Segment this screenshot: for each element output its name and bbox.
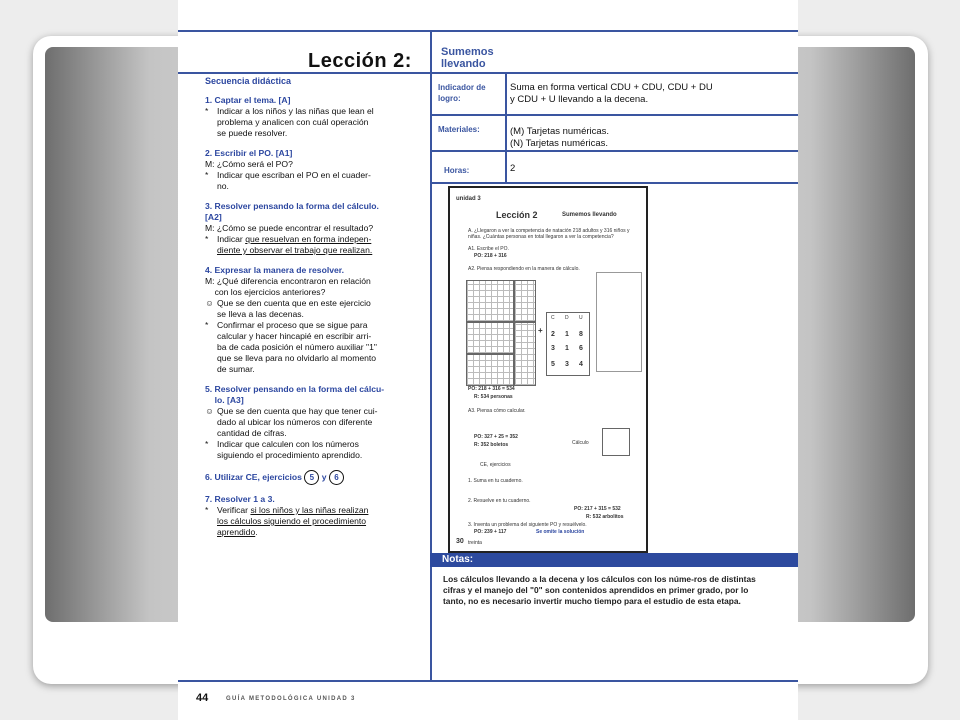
horas-value: 2 (510, 163, 516, 174)
bottom-rule (178, 680, 798, 682)
materiales-text: (M) Tarjetas numéricas. (N) Tarjetas numéricas. (510, 126, 610, 149)
book-plus: + (538, 326, 543, 335)
book-r1: R: 534 personas (474, 394, 513, 400)
book-block-grid-1 (466, 280, 514, 322)
book-place-value-table: C D U 2 1 8 3 1 6 5 3 4 (546, 312, 590, 376)
book-title: Sumemos llevando (562, 212, 617, 218)
smiley-icon: ☺ (205, 406, 214, 416)
smiley-icon: ☺ (205, 298, 214, 308)
step-2-text: * Indicar que escriban el PO en el cuader- no. (205, 170, 371, 191)
step-6-title: 6. Utilizar CE, ejercicios 5 y 6 (205, 470, 430, 485)
horas-label: Horas: (444, 166, 470, 175)
textbook-page-thumbnail (448, 186, 648, 553)
book-calculo-box (602, 428, 630, 456)
step-4-question: M: ¿Qué diferencia encontraron en relación con los ejercicios anteriores? (205, 276, 371, 297)
lesson-title: Lección 2: (308, 50, 412, 72)
book-se-omite: Se omite la solución (536, 529, 585, 535)
notas-text: Los cálculos llevando a la decena y los cálculos con los núme-ros de distintas cifras y el manejo del "0" son contenidos aprendidos en primer grado, por lo tanto, no es necesario invertir mucho tiempo para el estudio de esta etapa. (443, 574, 756, 606)
book-po1: PO: 218 + 316 (474, 253, 507, 259)
book-po3: PO: 327 + 25 = 352 (474, 434, 518, 440)
step-4-text: * Confirmar el proceso que se sigue para calcular y hacer hincapié en escribir arri- ba de cada posición el número auxiliar "1" que se lleva para no olvidarlo al momento de sumar. (205, 320, 377, 374)
book-page-number: 30 (456, 538, 464, 545)
step-3-question: M: ¿Cómo se puede encontrar el resultado? (205, 223, 374, 233)
book-ex2: 2. Resuelve en tu cuaderno. (468, 498, 531, 504)
book-ce-exercises: CE, ejercicios (480, 462, 511, 468)
book-ex3: 3. Inventa un problema del siguiente PO y resuélvelo. (468, 522, 587, 528)
book-calculo-label: Cálculo (572, 440, 589, 446)
book-block-grid-3 (466, 322, 514, 354)
indicador-text: Suma en forma vertical CDU + CDU, CDU + DU y CDU + U llevando a la decena. (510, 82, 713, 105)
book-unit: unidad 3 (456, 196, 481, 202)
book-page-label: treinta (468, 540, 482, 546)
book-po5: PO: 239 + 117 (474, 529, 507, 535)
book-a2: A2. Piensa respondiendo en la manera de cálculo. (468, 266, 580, 272)
step-2-question: M: ¿Cómo será el PO? (205, 159, 293, 169)
materiales-label: Materiales: (438, 125, 480, 134)
document-page (178, 0, 798, 720)
step-7-text: * Verificar si los niños y las niñas realizan los cálculos siguiendo el procedimiento aprendido. (205, 505, 369, 537)
step-4-expected: ☺ Que se den cuenta que en este ejercicio se lleva a las decenas. (205, 298, 371, 319)
step-1-title: 1. Captar el tema. [A] (205, 95, 291, 105)
exercise-5-badge: 5 (304, 470, 319, 485)
step-1-text: * Indicar a los niños y las niñas que lean el problema y analicen con cuál operación se puede resolver. (205, 106, 374, 138)
step-2-title: 2. Escribir el PO. [A1] (205, 148, 293, 158)
book-r3: R: 532 arbolitos (586, 514, 624, 520)
indicador-label: Indicador de logro: (438, 83, 486, 103)
book-lesson: Lección 2 (496, 210, 538, 220)
book-problem-a: A. ¿Llegaron a ver la competencia de natación 218 adultos y 316 niños y niñas. ¿Cuántas personas en total llegaron a ver la competencia? (468, 228, 630, 240)
step-5-title: 5. Resolver pensando en la forma del cálcu- lo. [A3] (205, 384, 385, 405)
step-3-text: * Indicar que resuelvan en forma indepen- diente y observar el trabajo que realizan. (205, 234, 373, 255)
title-bottom-rule (178, 72, 798, 74)
book-ex1: 1. Suma en tu cuaderno. (468, 478, 523, 484)
book-a3: A3. Piensa cómo calcular. (468, 408, 526, 414)
book-block-grid-2 (514, 280, 536, 322)
step-3-title: 3. Resolver pensando la forma del cálculo. [A2] (205, 201, 379, 222)
lesson-subtitle: Sumemos llevando (441, 46, 494, 70)
footer-page-number: 44 (196, 692, 209, 704)
step-5-text: * Indicar que calculen con los números siguiendo el procedimiento aprendido. (205, 439, 363, 460)
info-label-divider (505, 72, 507, 182)
exercise-6-badge: 6 (329, 470, 344, 485)
step-7-title: 7. Resolver 1 a 3. (205, 494, 275, 504)
book-side-explanation (596, 272, 642, 372)
secuencia-heading: Secuencia didáctica (205, 76, 292, 86)
book-po2: PO: 218 + 316 = 534 (468, 386, 515, 392)
step-5-expected: ☺ Que se den cuenta que hay que tener cui- dado al ubicar los números con diferente cantidad de cifras. (205, 406, 378, 438)
book-a1: A1. Escribe el PO. (468, 246, 509, 252)
center-divider (430, 30, 432, 680)
info-rule-1 (430, 114, 798, 116)
book-po4: PO: 217 + 315 = 532 (574, 506, 621, 512)
footer-guide-title: GUÍA METODOLÓGICA UNIDAD 3 (226, 696, 356, 702)
notas-header: Notas: (430, 553, 798, 567)
book-r2: R: 352 boletos (474, 442, 509, 448)
info-rule-3 (430, 182, 798, 184)
book-block-grid-4 (466, 354, 514, 386)
info-rule-2 (430, 150, 798, 152)
step-4-title: 4. Expresar la manera de resolver. (205, 265, 345, 275)
top-rule (178, 30, 798, 32)
book-block-grid-5 (514, 322, 536, 386)
secuencia-didactica (205, 76, 430, 538)
